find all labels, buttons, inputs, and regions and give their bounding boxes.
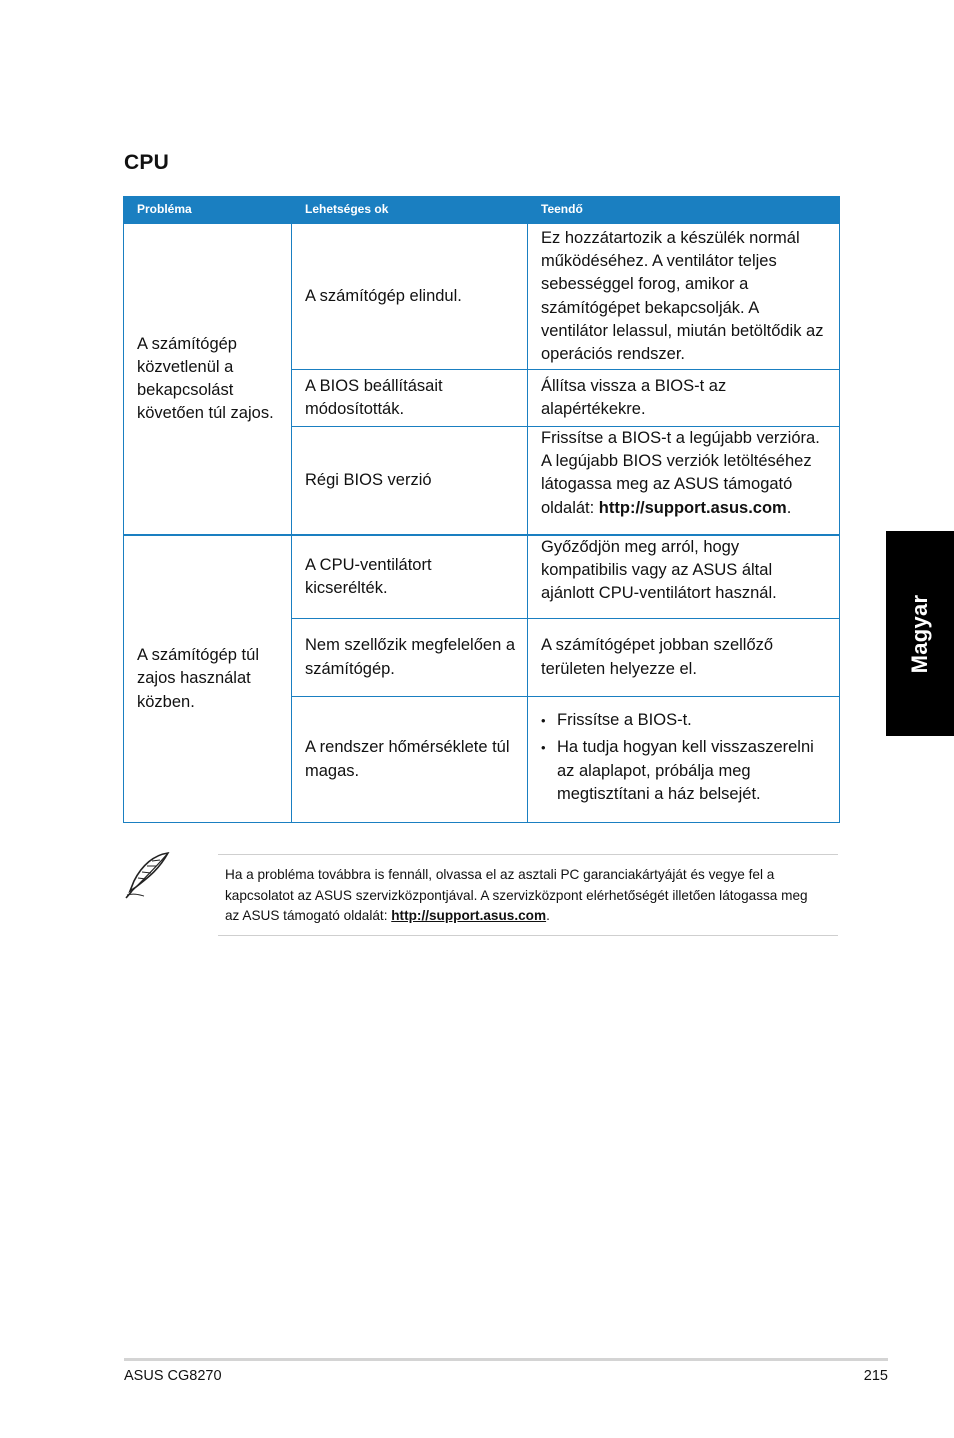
note-body: Ha a probléma továbbra is fennáll, olvassa el az asztali PC garanciakártyáját és vegye fel a kapcsolatot az ASUS szervizközpontjával. A szervizközpont elérhetőségét illetően látogassa meg az ASUS támogató oldalát: [225, 867, 808, 924]
problem-cell: A számítógép közvetlenül a bekapcsolást követően túl zajos. [124, 224, 292, 536]
action-bullet-list [541, 709, 829, 806]
cause-cell: Nem szellőzik megfelelően a számítógép. [292, 619, 528, 697]
cause-cell: A rendszer hőmérséklete túl magas. [292, 697, 528, 823]
feather-pen-icon [124, 851, 170, 899]
header-action: Teendő [528, 197, 840, 224]
problem-cell: A számítógép túl zajos használat közben. [124, 535, 292, 823]
language-side-tab [886, 531, 954, 736]
page-number: 215 [863, 1368, 888, 1384]
action-cell: A számítógépet jobban szellőző területen helyezze el. [528, 619, 840, 697]
action-cell: Ez hozzátartozik a készülék normál működéséhez. A ventilátor teljes sebességgel forog, amikor a számítógépet bekapcsolják. A ventilátor lelassul, miután betöltődik az operációs rendszer. [528, 224, 840, 370]
header-cause: Lehetséges ok [292, 197, 528, 224]
support-link[interactable]: http://support.asus.com [598, 498, 787, 517]
cause-cell: A számítógép elindul. [292, 224, 528, 370]
table-header-row [124, 197, 840, 224]
action-cell: Állítsa vissza a BIOS-t az alapértékekre. [528, 370, 840, 427]
troubleshooting-table [123, 196, 840, 823]
note-suffix: . [546, 908, 550, 924]
note-box [218, 854, 838, 936]
list-item: • Ha tudja hogyan kell visszaszerelni az alaplapot, próbálja meg megtisztítani a ház belsejét. [541, 736, 829, 806]
cause-cell: Régi BIOS verzió [292, 427, 528, 536]
language-label: Magyar [907, 594, 932, 673]
cause-cell: A BIOS beállításait módosították. [292, 370, 528, 427]
action-text: Frissítse a BIOS-t a legújabb verzióra. A legújabb BIOS verziók letöltéséhez látogassa meg az ASUS támogató oldalát: [541, 429, 820, 517]
cause-cell: A CPU-ventilátort kicserélték. [292, 535, 528, 619]
note-text [225, 865, 825, 927]
footer-model: ASUS CG8270 [124, 1368, 222, 1384]
note-support-link[interactable]: http://support.asus.com [391, 908, 547, 924]
footer-divider [124, 1358, 888, 1361]
list-item: • Frissítse a BIOS-t. [541, 709, 829, 732]
header-problem: Probléma [124, 197, 292, 224]
action-suffix: . [786, 498, 792, 517]
action-cell [528, 427, 840, 536]
table-row [124, 535, 840, 619]
section-title: CPU [124, 151, 169, 174]
action-cell [528, 697, 840, 823]
table-row [124, 224, 840, 370]
action-cell: Győződjön meg arról, hogy kompatibilis vagy az ASUS által ajánlott CPU-ventilátort használ. [528, 535, 840, 619]
